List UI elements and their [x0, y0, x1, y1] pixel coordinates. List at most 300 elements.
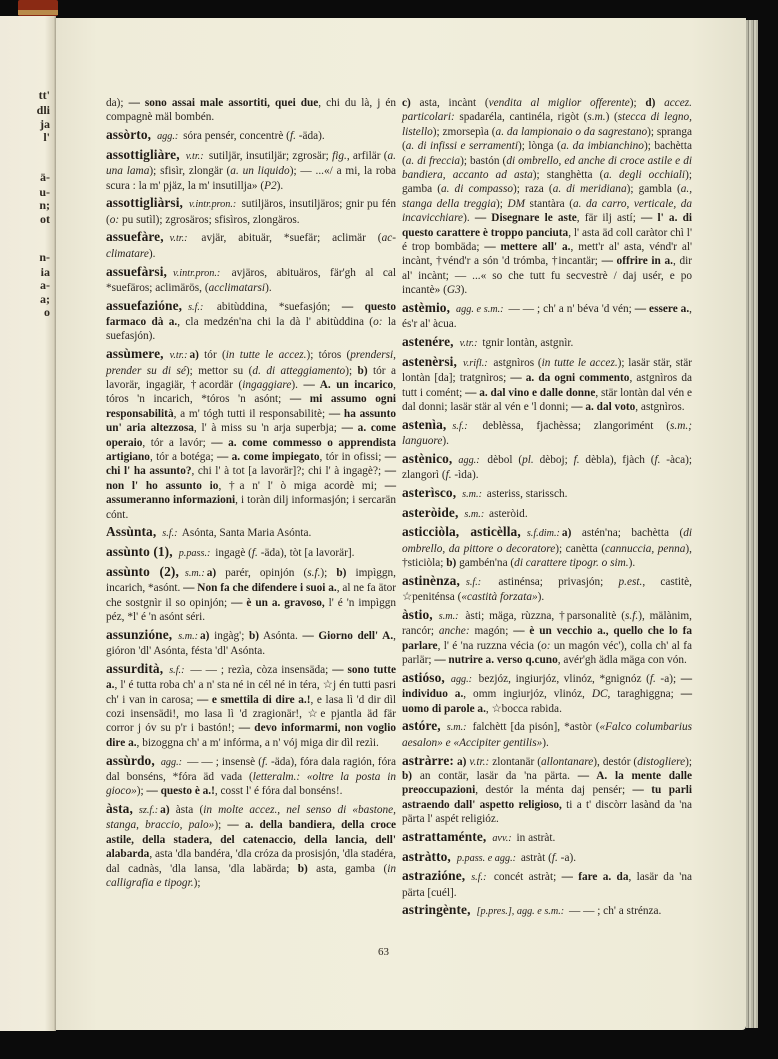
column-right	[402, 96, 692, 923]
dictionary-entry	[402, 486, 692, 502]
entry-headword: Assùnta,	[106, 524, 157, 540]
definition-text: impìggn, incarich, *asónt.	[106, 566, 396, 595]
entry-headword: asterìsco,	[402, 484, 457, 500]
italic-note: s.f.	[625, 609, 639, 622]
example-phrase: — Giorno dell' A.	[302, 629, 394, 642]
dictionary-entry	[402, 608, 692, 668]
definition-text: );	[629, 97, 646, 109]
italic-note: P2	[264, 179, 277, 192]
italic-note: a. da imbianchino	[560, 140, 644, 153]
entry-headword: asticciòla, asticèlla,	[402, 524, 521, 540]
italic-note: o:	[109, 213, 120, 226]
entry-headword: astinènza,	[402, 572, 460, 588]
definition-text: Asónta, Santa Maria Asónta.	[179, 527, 312, 540]
definition-text: astgnìros (	[489, 356, 542, 369]
example-phrase: — assumeranno informazioni	[106, 479, 396, 507]
italic-note: o:	[541, 639, 551, 652]
definition-text: , arfilär (	[346, 149, 388, 162]
italic-note: f.	[551, 851, 558, 864]
grammar-label: v.tr.:	[185, 150, 204, 162]
definition-text: gambén'na (	[456, 557, 515, 570]
definition-text: -äda).	[295, 130, 325, 143]
example-phrase: — nutrire a. verso q.cuno	[434, 654, 558, 667]
definition-text: ); gambla (	[626, 183, 681, 196]
definition-text: tór a lavorär, ingagiär, †acordär (	[106, 364, 397, 391]
entry-headword: assuefazióne,	[106, 297, 183, 313]
entry-headword: astràtto,	[402, 848, 451, 864]
definition-text: , †a n' l' ò miga acordè mi;	[218, 479, 385, 492]
italic-note: s.m.; languore	[402, 419, 692, 448]
definition-text: — — ; ch' a n' béva 'd vén;	[505, 302, 635, 315]
italic-note: di ombrello, da pittore o decoratore	[402, 527, 692, 555]
grammar-label: s.f.dim.:	[526, 528, 560, 540]
definition-text: Asónta.	[259, 629, 303, 642]
definition-text: asteròid.	[486, 507, 528, 520]
dictionary-entry	[402, 850, 692, 866]
entry-headword: assùnto (2),	[106, 563, 179, 579]
dictionary-entry	[106, 754, 396, 799]
grammar-label: s.m.:	[462, 488, 482, 500]
definition-text: ).	[148, 247, 156, 260]
grammar-label: agg.:	[458, 454, 480, 466]
grammar-label: v.intr.pron.:	[189, 199, 237, 211]
definition-text: falchètt [da pisón], *astòr (	[468, 721, 600, 734]
definition-text: , al ne fa ätor che sostgnìr il so opinjón;	[106, 582, 397, 609]
italic-note: in calligrafia e tipogr.	[106, 862, 396, 890]
dictionary-entry	[402, 903, 692, 919]
definition-text: , l' é 'na ruzzna vécia (	[437, 639, 542, 652]
grammar-label: s.f.:	[465, 576, 482, 588]
grammar-label: s.f.:	[452, 420, 468, 432]
italic-note: f.	[654, 453, 661, 466]
grammar-label: s.m.:	[446, 722, 467, 734]
italic-note: a. da lampionaio o da sagrestano	[495, 125, 648, 138]
dictionary-entry	[106, 148, 396, 193]
page-number: 63	[378, 946, 389, 958]
example-phrase: d)	[645, 97, 656, 109]
definition-text: ).	[265, 281, 272, 294]
grammar-label: agg.:	[450, 673, 473, 685]
entry-headword: assùmere,	[106, 346, 164, 362]
italic-note: allontanare	[540, 755, 594, 768]
definition-text: ).	[276, 179, 284, 192]
dictionary-entry	[106, 96, 396, 125]
italic-note: a. un liquido	[230, 165, 290, 178]
definition-text: l' é 'n impìggn péz, *l' é 'n asónt séri.	[106, 596, 397, 623]
gilt-edge	[18, 10, 58, 15]
left-page-text-fragment: a-	[40, 278, 50, 292]
entry-headword: assunzióne,	[106, 626, 173, 642]
italic-note: pl.	[522, 453, 534, 466]
definition-text: ), †sticiòla;	[402, 542, 692, 570]
dictionary-entry	[402, 452, 692, 483]
definition-text: ); spranga (	[402, 125, 693, 153]
definition-text: tór (	[198, 349, 226, 362]
dictionary-entry	[402, 525, 692, 570]
definition-text: zlontanär (	[489, 755, 541, 768]
grammar-label: p.pass.:	[178, 548, 211, 560]
definition-text: , mett'r al' asta, vénd'r al' incànt, †vénd'r a són 'd trómba, †incantär;	[402, 241, 693, 268]
definition-text: );	[345, 364, 358, 377]
grammar-label: agg.:	[157, 131, 179, 143]
italic-note: f.	[289, 130, 296, 143]
grammar-label: s.m.:	[464, 508, 485, 520]
definition-text: , asta 'dla bandéra, 'dla cróza da prosisjón, 'dla stadéra, dal cadnàs, 'dla lansa, 'dla labärda;	[106, 848, 396, 875]
definition-text: , avér'gh ädla mäga con vón.	[557, 654, 687, 667]
example-phrase: — questo è a.!	[146, 785, 215, 798]
example-phrase: — non l' ho assunto io	[106, 465, 396, 492]
definition-text: , chi l' à tot [a lavorär]?; chi l' à ingagè?;	[191, 465, 385, 478]
italic-note: f.	[649, 672, 656, 685]
definition-text: astinénsa; privasjón;	[483, 575, 619, 588]
example-phrase: a)	[200, 629, 210, 642]
definition-text: ) (	[605, 111, 618, 124]
definition-text: );	[136, 785, 147, 798]
example-phrase: b)	[446, 557, 457, 570]
example-phrase: — Non fa che difendere i suoi a.	[183, 582, 337, 595]
definition-text: -äda), fóra dala ragión, fóra dal bonséns, *fóra äd vada (	[106, 755, 396, 783]
example-phrase: — a. come impiegato	[216, 451, 320, 464]
example-phrase: — ha assunto un' aria altezzosa	[106, 407, 396, 435]
dictionary-entry	[106, 565, 396, 625]
entry-headword: astèmio,	[402, 299, 451, 315]
grammar-label: v.tr.:	[169, 233, 188, 245]
entry-headword: àstio,	[402, 606, 433, 622]
italic-note: s.f.	[307, 566, 321, 579]
example-phrase: — a. della bandiera, della croce astile, della stadera, del catenaccio, della lancia, dell' alabarda	[106, 819, 396, 861]
grammar-label: s.f.:	[162, 528, 178, 540]
dictionary-entry	[402, 869, 692, 900]
italic-note: acclimatarsi	[208, 281, 266, 294]
definition-text: — — ; rezìa, còza insensäda;	[186, 663, 333, 676]
definition-text: ).	[628, 557, 636, 570]
example-phrase: — a. come operaio	[106, 422, 396, 449]
definition-text: , tór in ofissi;	[319, 451, 385, 464]
definition-text: ); zmorsepìa (	[432, 125, 496, 138]
italic-note: di ombrello, ed anche di croce astile e di bandiera, accanto ad asta	[402, 154, 692, 182]
definition-text: avjär, abituär, *suefär; aclimär (	[189, 232, 382, 245]
italic-note: DM	[507, 197, 526, 210]
definition-text: , cla medzén'na chi la dà l' abitùddina (	[177, 316, 374, 329]
example-phrase: — e smettila di dire a.!	[196, 693, 311, 706]
italic-note: a. di compasso	[440, 183, 514, 196]
dictionary-entry	[106, 628, 396, 659]
example-phrase: — A. la mente dalle preoccupazioni	[402, 769, 692, 797]
definition-text: , omm ingiurjóz, vlinóz,	[463, 688, 592, 701]
left-page-text-fragment: n-	[39, 250, 50, 264]
example-phrase: a)	[160, 804, 170, 817]
example-phrase: — l' a. di questo carattere è troppo panciuta	[402, 212, 692, 239]
entry-headword: astringènte,	[402, 902, 471, 918]
definition-text: , astgnìros.	[635, 401, 685, 414]
left-page-text-fragment: o	[44, 305, 50, 319]
grammar-label: p.pass. e agg.:	[456, 852, 517, 864]
dictionary-entry	[106, 230, 396, 261]
definition-text: , taraghiggna;	[607, 688, 681, 701]
entry-headword: astenére,	[402, 334, 454, 350]
entry-headword: astóre,	[402, 718, 441, 734]
dictionary-entry	[402, 301, 692, 332]
italic-note: anche:	[438, 625, 470, 638]
grammar-label: s.f.:	[169, 664, 185, 676]
grammar-label: agg. e s.m.:	[456, 303, 504, 315]
example-phrase: — A. un incarico	[303, 378, 394, 391]
dictionary-entry	[106, 265, 396, 296]
definition-text: , cosst l' é fóra dal bonséns!.	[214, 785, 343, 798]
example-phrase: — uomo di parole a.	[402, 688, 693, 715]
entry-headword: astenìa,	[402, 416, 447, 432]
definition-text: , castitè, ☆peniténsa (	[402, 575, 693, 604]
example-phrase: — tu parli astraendo dall' aspetto religioso,	[402, 784, 692, 811]
definition-text: ).	[291, 378, 304, 391]
definition-text: , l' asta äd coll caràtor chì l' é trop bombäda;	[402, 226, 692, 254]
left-page-text-fragment: ja	[40, 117, 50, 131]
definition-text: ); bachètta (	[402, 140, 692, 167]
definition-text: ); tóros (	[306, 349, 351, 362]
entry-headword: assuefàre,	[106, 229, 164, 245]
definition-text: , gióron 'dl' Asónta, fésta 'dl' Asónta.	[106, 629, 396, 658]
definition-text: abitùddina, *suefasjón;	[205, 300, 342, 313]
left-page-text-fragment: ia	[40, 265, 50, 279]
definition-text: ), mälànim, rancór;	[402, 609, 693, 638]
grammar-label: [p.pres.], agg. e s.m.:	[476, 906, 565, 918]
left-page-text-fragment: ot	[40, 212, 50, 226]
italic-note: «castità forzata»	[461, 591, 538, 604]
italic-note: ingaggiare	[242, 378, 292, 391]
italic-note: «Falco columbarius aesalon» e «Accipiter gentilis»	[402, 721, 693, 749]
definition-text: — — ; ch' a strénza.	[566, 905, 662, 918]
definition-text: );	[685, 755, 693, 768]
page-edges	[746, 20, 758, 1028]
dictionary-entry	[402, 96, 692, 298]
definition-text: , i toràn dilj informasjón; i sercarän cónt.	[106, 494, 396, 521]
example-phrase: — sono assai male assortiti, quei due	[128, 97, 319, 109]
italic-note: v.tr.:	[469, 755, 490, 768]
definition-text: in astràt.	[513, 831, 556, 844]
definition-text: ingagè (	[212, 547, 252, 560]
grammar-label: v.tr.:	[169, 350, 188, 362]
example-phrase: a)	[561, 527, 572, 540]
definition-text: sutiljär, insutiljär; zgrosär;	[205, 149, 333, 162]
example-phrase: — mi assumo ogni responsabilità	[106, 393, 396, 420]
definition-text: , tór a botéga;	[149, 451, 217, 464]
definition-text: tgnir lontàn, astgnìr.	[479, 337, 574, 350]
italic-note: a. da carro, verticale, da incavicchiare	[402, 197, 692, 225]
definition-text: ); gamba (	[402, 169, 692, 196]
example-phrase: — essere a.	[634, 302, 690, 315]
definition-text: àsti; mäga, rùzzna, †parsonalitè (	[460, 609, 625, 622]
dictionary-entry	[402, 355, 692, 415]
grammar-label: s.m.:	[184, 567, 205, 579]
entry-headword: assuefàrsi,	[106, 263, 167, 279]
entry-headword: assottigliàre,	[106, 146, 180, 162]
grammar-label: avv.:	[492, 832, 512, 844]
grammar-label: v.tr.:	[459, 338, 478, 350]
definition-text: magón;	[469, 625, 514, 638]
definition-text: ); bastón (	[460, 154, 507, 167]
entry-headword: àsta,	[106, 801, 133, 817]
italic-note: a. degli occhiali	[603, 169, 686, 182]
italic-note: p.est.	[618, 575, 643, 588]
definition-text: un magón véc'), colla ch' al fa parlär;	[402, 639, 692, 667]
definition-text: an contär, lasär da 'na pärta.	[412, 769, 578, 782]
italic-note: a. una lama	[106, 149, 397, 178]
italic-note: f.	[445, 469, 452, 482]
definition-text: concét astràt;	[488, 871, 562, 884]
definition-text: ).	[442, 435, 449, 448]
definition-text: ).	[460, 284, 468, 297]
definition-text: , destór la ménta daj pensér;	[475, 784, 633, 797]
example-phrase: a)	[189, 349, 199, 362]
definition-text: , l' à miss su 'n arja superbja;	[193, 422, 342, 435]
entry-headword: astrattaménte,	[402, 828, 487, 844]
definition-text: ).	[537, 591, 545, 604]
definition-text: , lasär da 'na pärta [cuél].	[402, 871, 692, 899]
column-left	[106, 96, 396, 894]
grammar-label: s.m.:	[178, 630, 199, 642]
dictionary-entry	[402, 418, 692, 449]
definition-text: -a);	[655, 672, 681, 685]
grammar-label: agg.:	[160, 756, 183, 768]
entry-headword: assùnto (1),	[106, 544, 173, 560]
definition-text: , e lasa lì 'd dir dìl cozi insensädi!, mo lasa lì 'd zragionär!, ☆e pjantla äd fär corror j óv su p'r i bastón!;	[106, 693, 396, 735]
example-phrase: b)	[357, 364, 368, 377]
definition-text: ); canètta (	[555, 542, 605, 555]
left-page-text-fragment: a;	[40, 292, 50, 306]
definition-text: dèbol (	[481, 453, 523, 466]
definition-text: spadaréla, cantinéla, rigòt (	[454, 111, 588, 124]
dictionary-entry	[402, 574, 692, 605]
definition-text: ); raza (	[513, 183, 553, 196]
entry-headword: astrazióne,	[402, 868, 466, 884]
grammar-label: v.intr.pron.:	[173, 267, 221, 279]
definition-text: astén'na; bachètta (	[571, 527, 684, 540]
dictionary-entry	[106, 802, 396, 890]
entry-headword: astràrre:	[402, 752, 454, 768]
definition-text: , bizoggna ch' a m' infórma, a n' vój miga dir dìl rezìi.	[136, 736, 379, 749]
definition-text: , astgnìros da tutt i comént;	[402, 372, 692, 399]
example-phrase: — offrire in a.	[601, 255, 673, 268]
definition-text: -äda), tòt [a lavorär].	[257, 547, 355, 560]
example-phrase: — è un vecchio a., quello che lo fa parlare	[402, 625, 692, 652]
definition-text: );	[496, 197, 508, 210]
italic-note: G3	[446, 284, 461, 297]
grammar-label: sz.f.:	[138, 805, 159, 817]
grammar-label: s.f.:	[188, 301, 204, 313]
italic-note: a., stanga della treggia	[402, 183, 693, 210]
book-cover-edge	[18, 0, 58, 16]
italic-note: di carattere tipogr. o sim.	[514, 557, 629, 570]
dictionary-entry	[402, 506, 692, 522]
italic-note: in tutte le accez.	[541, 356, 618, 369]
dictionary-entry	[106, 347, 396, 522]
example-phrase: — individuo a.	[402, 672, 692, 701]
example-phrase: — questo farmaco dà a.	[106, 300, 396, 329]
definition-text: dèbla), fjàch (	[579, 453, 655, 466]
dictionary-entry	[402, 719, 692, 750]
italic-note: f.	[261, 755, 268, 768]
entry-headword: assòrto,	[106, 127, 152, 143]
dictionary-entry	[106, 196, 396, 227]
italic-note: d. di atteggiamento	[252, 364, 346, 377]
definition-text: , és'r al' àcua.	[402, 302, 692, 331]
italic-note: prendersi, prender su di sé	[106, 349, 396, 377]
left-page-text-fragment: l'	[43, 130, 50, 144]
definition-text: , stär lontàn dal vén e dal donni; lasär stär al vén e 'l donni;	[402, 386, 692, 414]
definition-text: ); sfisìr, zlongär (	[149, 165, 231, 178]
dictionary-entry	[402, 830, 692, 846]
left-page-text-fragment: ä-	[40, 170, 50, 184]
example-phrase: — Disegnare le aste	[474, 212, 577, 225]
definition-text: ); — ...«/ a mi, la roba scura : la m' pjäz, la m' insutillja» (	[106, 165, 396, 192]
definition-text	[655, 97, 664, 109]
example-phrase: — a. da ogni commento	[510, 372, 630, 385]
grammar-label: s.m.:	[438, 610, 459, 622]
definition-text: stantàra (	[525, 197, 573, 210]
dictionary-entry	[106, 128, 396, 144]
definition-text: astràt (	[518, 851, 552, 864]
dictionary-entry	[106, 525, 396, 541]
definition-text: asta, gamba (	[307, 862, 388, 875]
left-page-text-fragment: tt'	[38, 88, 50, 102]
definition-text: da);	[106, 97, 129, 109]
definition-text: , dir al' incànt; — ...« so che tutt fu secvestrè / daj usér, e po incantè» (	[402, 255, 692, 297]
dictionary-entry	[402, 335, 692, 351]
italic-note: a. di freccia	[405, 154, 461, 167]
dictionary-entry	[402, 754, 692, 827]
definition-text: la suefasjón).	[106, 316, 396, 343]
definition-text: , a m' tógh tutti il responsabilitè;	[173, 407, 329, 420]
italic-note: in tutte le accez.	[225, 349, 307, 362]
definition-text: deblèssa, fjachèssa; zlangorimént (	[469, 419, 671, 432]
definition-text: sóra pensér, concentrè (	[180, 130, 290, 143]
definition-text: asta, incànt (	[410, 97, 489, 109]
entry-headword: assottigliàrsi,	[106, 195, 184, 211]
entry-headword: assùrdo,	[106, 752, 155, 768]
italic-note: o:	[373, 316, 383, 329]
definition-text: );	[320, 566, 337, 579]
definition-text: asteriss, starissch.	[483, 487, 568, 500]
example-phrase: b)	[297, 862, 308, 875]
example-phrase: b)	[336, 566, 347, 579]
entry-headword: astenèrsi,	[402, 353, 457, 369]
italic-note: a. di meridiana	[552, 183, 627, 196]
italic-note: in molte accez., nel senso di «bastone, stanga, braccio, palo»	[106, 804, 397, 832]
italic-note: DC	[591, 688, 608, 701]
example-phrase: — devo informarmi, non voglio dire a.	[106, 722, 396, 749]
definition-text: ); stanghètta (	[532, 169, 604, 182]
example-phrase: — è un a. gravoso,	[231, 596, 325, 609]
italic-note: vendita al miglior offerente	[488, 97, 630, 109]
definition-text: ).	[463, 212, 475, 225]
definition-text: , chi du là, j én compagnè mäl bombén.	[106, 97, 396, 124]
entry-headword: astènico,	[402, 450, 453, 466]
definition-text: bezjóz, ingiurjóz, vlinóz, *gnignóz (	[474, 672, 650, 685]
italic-note: accez. particolari:	[402, 97, 692, 124]
italic-note: distogliere	[637, 755, 686, 768]
italic-note: s.m.	[587, 111, 606, 124]
italic-note: acclimatare	[106, 232, 396, 260]
italic-note: stecca di legno, listello	[402, 111, 692, 138]
definition-text: ); mettor su (	[185, 364, 253, 377]
example-phrase: — fare a. da	[561, 871, 629, 884]
definition-text: ).	[542, 736, 549, 749]
example-phrase: c)	[402, 97, 411, 109]
definition-text: ti a t' discòrr lasànd da 'na pärta l' aspét religióz.	[402, 798, 692, 826]
definition-text: parér, opinjón (	[216, 566, 308, 579]
dictionary-entry	[106, 545, 396, 561]
definition-text: , l' é tutta roba ch' a n' sta né in cél né in téra, ☆j én tutti pasri ch' i van in carosa;	[106, 679, 396, 706]
